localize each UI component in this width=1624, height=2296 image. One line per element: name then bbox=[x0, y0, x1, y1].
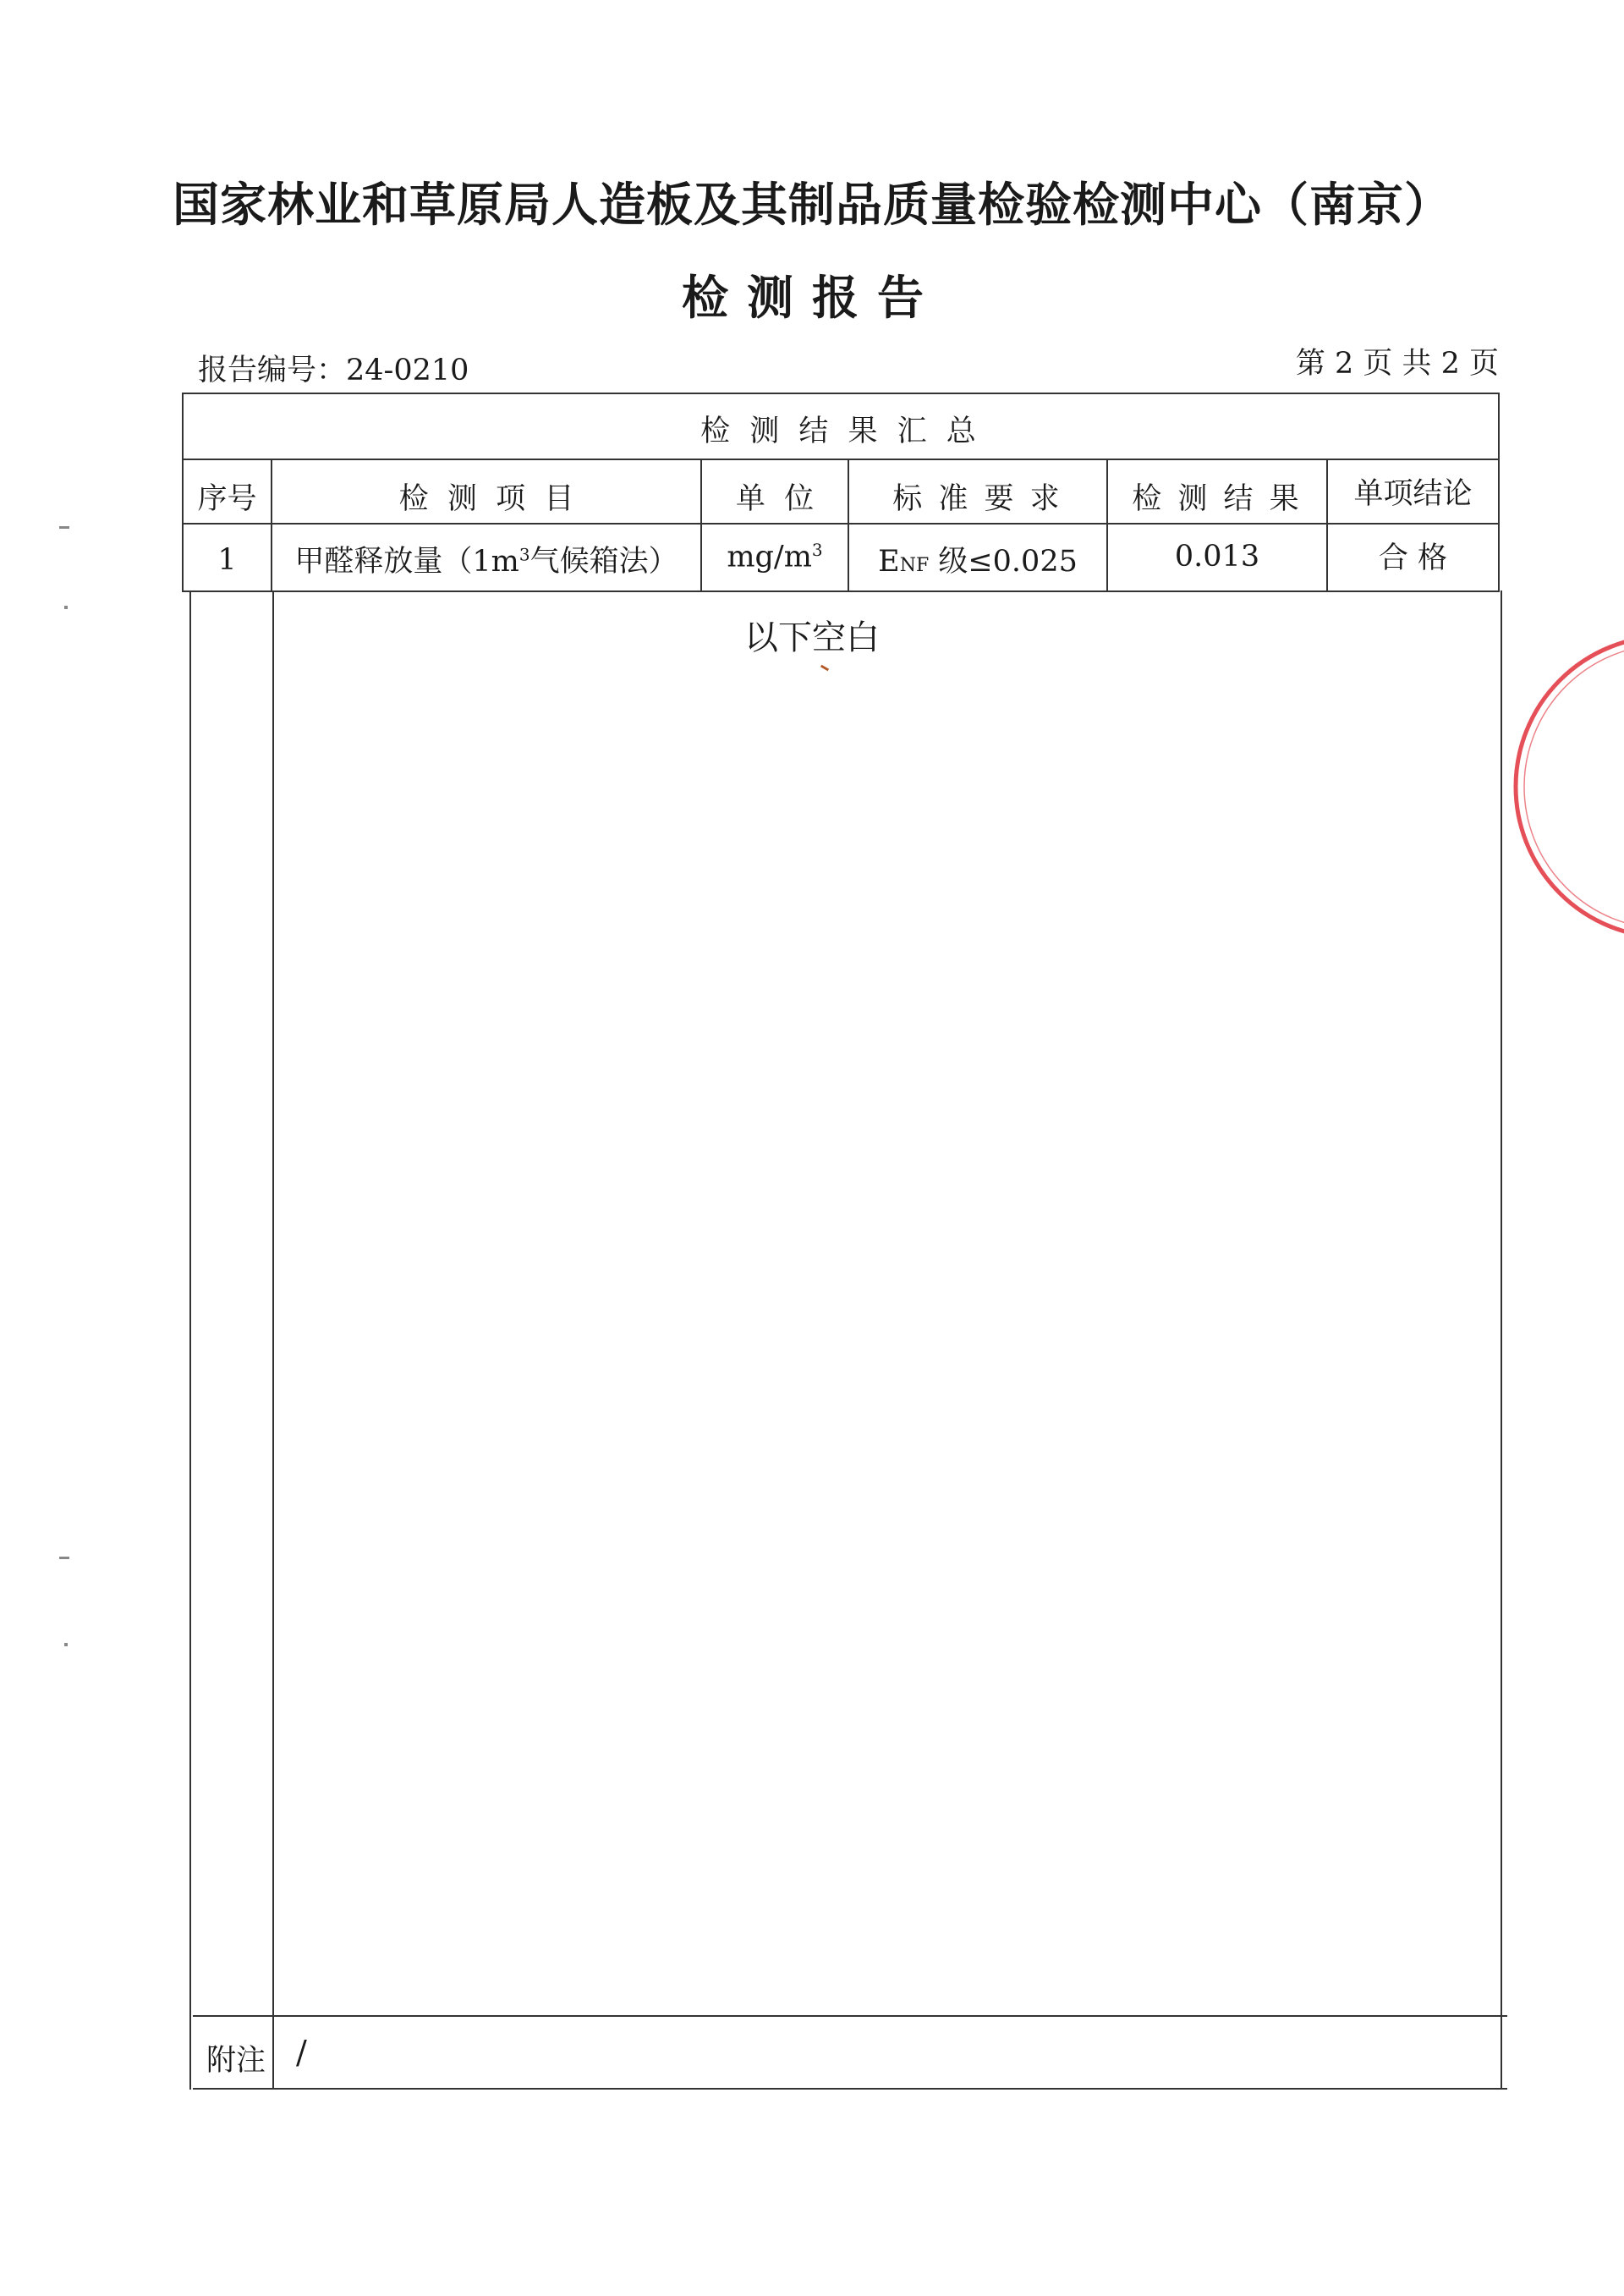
scan-speck bbox=[59, 1557, 69, 1559]
table-line bbox=[189, 590, 191, 2090]
table-line bbox=[182, 393, 1500, 394]
cell-standard-tail: 级≤0.025 bbox=[929, 545, 1078, 579]
scan-speck bbox=[59, 526, 69, 529]
scan-speck bbox=[820, 665, 829, 672]
table-line bbox=[182, 459, 1500, 460]
cell-standard-sub: NF bbox=[899, 555, 930, 576]
table-line bbox=[272, 590, 274, 2090]
cell-standard bbox=[849, 538, 1106, 580]
inspection-seal-stamp bbox=[1489, 626, 1624, 948]
col-header-item: 检 测 项 目 bbox=[398, 482, 574, 516]
report-title: 检测报告 bbox=[681, 271, 942, 325]
report-number-value: 24-0210 bbox=[346, 354, 469, 387]
cell-item-main: 甲醛释放量（1m bbox=[294, 545, 519, 579]
cell-unit-sup: 3 bbox=[811, 540, 823, 560]
col-header-standard: 标 准 要 求 bbox=[892, 482, 1063, 516]
cell-conclusion: 合 格 bbox=[1378, 541, 1448, 575]
cell-unit bbox=[702, 540, 848, 574]
table-line bbox=[193, 2015, 1507, 2017]
col-header-seq: 序号 bbox=[197, 482, 257, 516]
annotation-label: 附注 bbox=[206, 2044, 266, 2078]
table-line bbox=[193, 2088, 1507, 2090]
cell-item-sup: 3 bbox=[518, 544, 530, 565]
org-title: 国家林业和草原局人造板及其制品质量检验检测中心（南京） bbox=[172, 178, 1451, 232]
report-number bbox=[198, 347, 469, 389]
col-header-result: 检 测 结 果 bbox=[1132, 482, 1303, 516]
cell-result: 0.013 bbox=[1174, 540, 1260, 574]
col-header-unit: 单 位 bbox=[735, 482, 815, 516]
scan-speck bbox=[64, 606, 68, 609]
report-number-label: 报告编号： bbox=[198, 354, 347, 387]
cell-unit-main: mg/m bbox=[727, 540, 812, 574]
col-header-conclusion: 单项结论 bbox=[1353, 477, 1473, 511]
annotation-value: / bbox=[296, 2034, 307, 2071]
cell-item bbox=[272, 538, 700, 580]
blank-note: 以下空白 bbox=[744, 618, 880, 657]
cell-standard-e: E bbox=[878, 545, 900, 579]
table-section-title: 检 测 结 果 汇 总 bbox=[700, 415, 981, 448]
page-info: 第 2 页 共 2 页 bbox=[1295, 347, 1499, 381]
scan-speck bbox=[64, 1643, 68, 1646]
table-line bbox=[182, 590, 1500, 592]
table-line bbox=[182, 523, 1500, 525]
cell-seq: 1 bbox=[217, 543, 237, 577]
cell-item-tail: 气候箱法） bbox=[529, 545, 678, 579]
